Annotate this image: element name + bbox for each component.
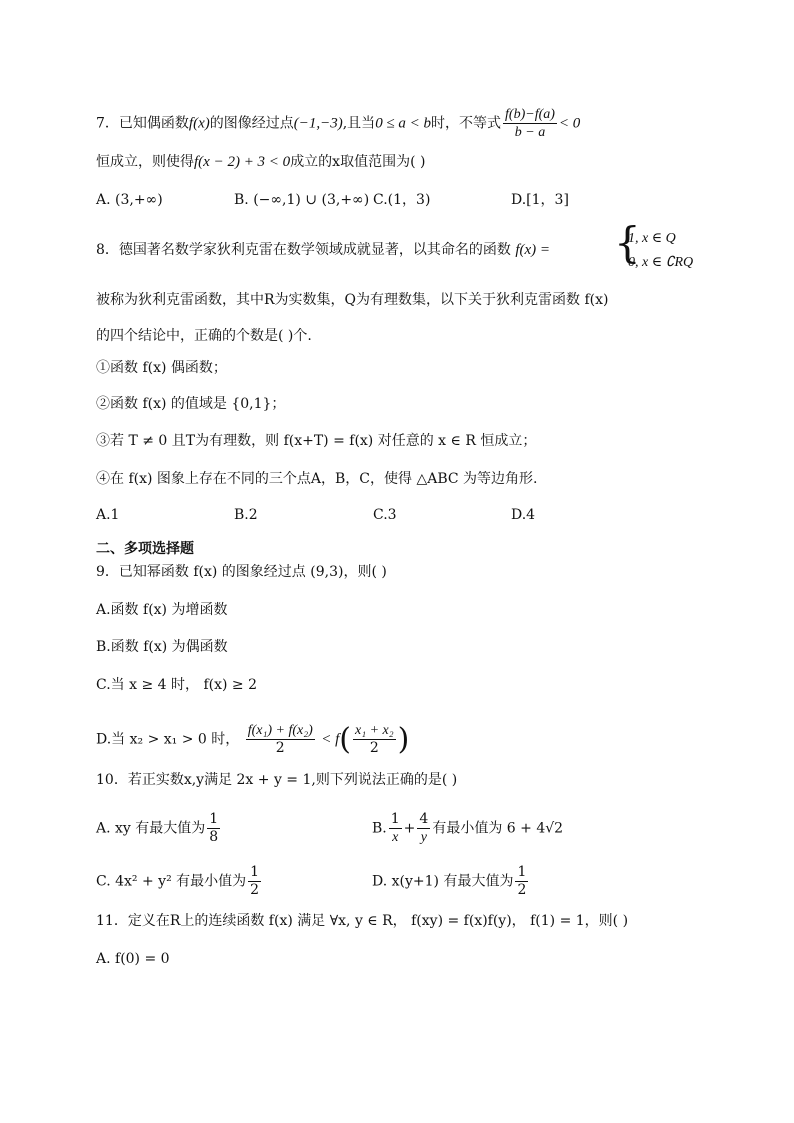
q7-text: 恒成立，则使得 — [96, 154, 194, 170]
q9-option-a: A.函数 f(x) 为增函数 — [96, 602, 228, 618]
q7-text: ,且当 — [342, 115, 376, 132]
section-heading: 二、多项选择题 — [96, 541, 194, 557]
q10-b-text: B. — [372, 820, 387, 837]
q9-d-math: < f — [321, 731, 340, 748]
q7-option-d: D.[1，3] — [511, 192, 569, 208]
q9-d-fraction-2: $\frac{\text{x₁ + x₂}}{2}$ — [354, 723, 394, 756]
q9-stem: 9．已知幂函数 f(x) 的图象经过点 (9,3)，则( ) — [96, 564, 387, 580]
q7-math: f(x) — [188, 115, 210, 132]
q11-stem: 11．定义在R上的连续函数 f(x) 满足 ∀x, y ∈ R， f(xy) = f(x)f(y)， f(1) = 1，则( ) — [96, 913, 629, 929]
q8-option-a: A.1 — [96, 507, 120, 523]
paren-left: ( — [339, 721, 351, 757]
q10-b-fraction-2: $\frac{4}{y}$ — [419, 811, 429, 845]
q10-d-fraction: $\frac{1}{2}$ — [517, 864, 527, 898]
q8-stem-line3: 的四个结论中，正确的个数是( )个. — [96, 328, 312, 344]
q7-fraction: $\frac{f(b)-f(a)}{b - a}$ — [505, 107, 555, 140]
q8-option-c: C.3 — [373, 507, 397, 523]
q8-statement-3: ③若 T ≠ 0 且T为有理数，则 f(x+T) = f(x) 对任意的 x ∈ R 恒成立； — [96, 433, 537, 449]
piecewise-brace: { — [614, 218, 641, 267]
q7-option-a: A. (3,+∞) — [96, 192, 163, 208]
q10-stem: 10．若正实数x,y满足 2x + y = 1,则下列说法正确的是( ) — [96, 772, 458, 788]
q8-option-d: D.4 — [511, 507, 536, 523]
q10-option-a — [96, 811, 222, 846]
q7-text: 7．已知偶函数 — [96, 115, 189, 132]
q7-math: < 0 — [558, 115, 581, 132]
q10-c-fraction: $\frac{1}{2}$ — [250, 864, 260, 898]
q8-statement-1: ①函数 f(x) 偶函数； — [96, 360, 227, 376]
q7-text: 时，不等式 — [431, 115, 502, 132]
q8-case-2: 0, x ∈ ∁RQ — [628, 255, 694, 270]
q7-text: 成立的x取值范围为( ) — [290, 154, 426, 170]
q10-option-d — [372, 864, 530, 899]
q8-math: f(x) = — [515, 242, 551, 258]
q10-a-text: A. xy 有最大值为 — [96, 820, 206, 837]
q10-c-text: C. 4x² + y² 有最小值为 — [96, 873, 247, 890]
q10-b-plus: + — [403, 820, 416, 837]
q7-option-c: C.(1，3) — [373, 192, 431, 208]
q9-option-b: B.函数 f(x) 为偶函数 — [96, 639, 228, 655]
q8-stem-line1 — [96, 240, 550, 260]
q11-option-a: A. f(0) = 0 — [96, 951, 170, 967]
q9-option-d — [96, 722, 409, 757]
q8-case-1: 1, x ∈ Q — [628, 231, 676, 246]
q7-math: (−1,−3) — [293, 115, 343, 132]
q10-option-b — [372, 811, 563, 846]
q10-d-text: D. x(y+1) 有最大值为 — [372, 873, 514, 890]
q8-statement-4: ④在 f(x) 图象上存在不同的三个点A，B，C，使得 △ABC 为等边角形. — [96, 471, 538, 487]
q10-b-fraction-1: $\frac{1}{x}$ — [390, 811, 400, 845]
q10-a-fraction: $\frac{1}{8}$ — [209, 811, 219, 845]
q8-stem-line2: 被称为狄利克雷函数，其中R为实数集，Q为有理数集，以下关于狄利克雷函数 f(x) — [96, 292, 609, 308]
q8-statement-2: ②函数 f(x) 的值域是 {0,1}； — [96, 396, 286, 412]
q9-d-fraction: $\frac{\text{f(x₁) + f(x₂)}}{2}$ — [247, 723, 313, 756]
q7-option-b: B. (−∞,1) ∪ (3,+∞) — [234, 192, 370, 208]
q7-math: f(x − 2) + 3 < 0 — [194, 154, 291, 170]
q8-option-b: B.2 — [234, 507, 258, 523]
q7-stem-line2 — [96, 152, 425, 172]
q9-option-c: C.当 x ≥ 4 时， f(x) ≥ 2 — [96, 677, 257, 693]
q7-text: 的图像经过点 — [209, 115, 294, 132]
q7-math: 0 ≤ a < b — [375, 115, 432, 132]
q7-stem-line1 — [96, 106, 580, 141]
q10-option-c — [96, 864, 263, 899]
q10-b-text: 有最小值为 6 + 4√2 — [432, 820, 564, 837]
q9-d-text: D.当 x₂ > x₁ > 0 时， — [96, 731, 240, 748]
paren-right: ) — [397, 721, 410, 757]
q8-text: 8．德国著名数学家狄利克雷在数学领域成就显著，以其命名的函数 — [96, 242, 511, 258]
